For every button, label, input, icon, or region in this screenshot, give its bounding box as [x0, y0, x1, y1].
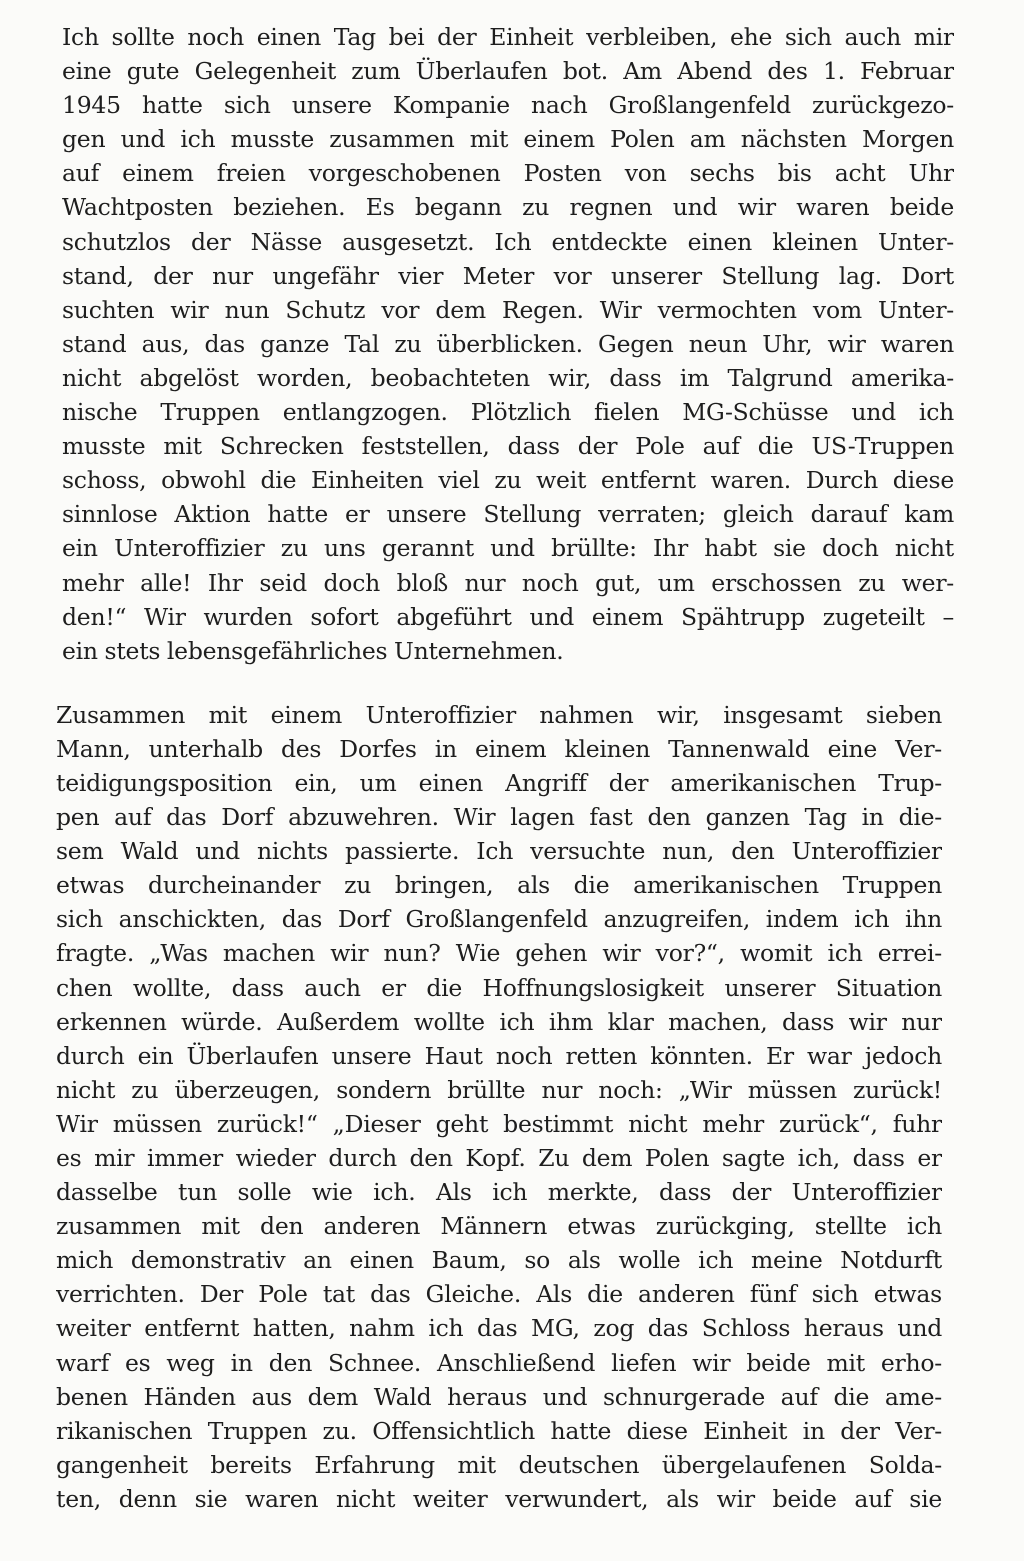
text-line: Wir müssen zurück!“ „Dieser geht bestimmt nicht mehr zurück“, fuhr [56, 1109, 942, 1138]
text-line: sich anschickten, das Dorf Großlangenfeld anzugreifen, indem ich ihn [56, 905, 942, 934]
text-line: mich demonstrativ an einen Baum, so als wolle ich meine Notdurft [56, 1246, 942, 1275]
text-line: weiter entfernt hatten, nahm ich das MG, zog das Schloss heraus und [56, 1314, 942, 1343]
text-line: rikanischen Truppen zu. Offensichtlich hatte diese Einheit in der Ver- [56, 1416, 942, 1445]
text-line: sem Wald und nichts passierte. Ich versuchte nun, den Unteroffizier [56, 837, 942, 866]
text-line: es mir immer wieder durch den Kopf. Zu dem Polen sagte ich, dass er [56, 1144, 942, 1172]
text-line: ein stets lebensgefährliches Unternehmen. [62, 636, 564, 665]
text-line: auf einem freien vorgeschobenen Posten von sechs bis acht Uhr [62, 159, 954, 188]
text-line: stand, der nur ungefähr vier Meter vor unserer Stellung lag. Dort [62, 261, 954, 290]
text-line: schoss, obwohl die Einheiten viel zu weit entfernt waren. Durch diese [62, 466, 954, 495]
text-line: stand aus, das ganze Tal zu überblicken. Gegen neun Uhr, wir waren [62, 329, 954, 358]
text-line: Wachtposten beziehen. Es begann zu regnen und wir waren beide [62, 193, 954, 222]
text-line: chen wollte, dass auch er die Hoffnungslosigkeit unserer Situation [56, 973, 942, 1002]
text-line: musste mit Schrecken feststellen, dass der Pole auf die US-Truppen [62, 432, 954, 461]
text-line: durch ein Überlaufen unsere Haut noch retten könnten. Er war jedoch [56, 1041, 942, 1070]
text-line: mehr alle! Ihr seid doch bloß nur noch gut, um erschossen zu wer- [62, 568, 954, 597]
text-line: verrichten. Der Pole tat das Gleiche. Als die anderen fünf sich etwas [56, 1280, 942, 1309]
text-line: ein Unteroffizier zu uns gerannt und brüllte: Ihr habt sie doch nicht [62, 534, 954, 563]
text-line: Zusammen mit einem Unteroffizier nahmen wir, insgesamt sieben [56, 700, 942, 729]
text-line: warf es weg in den Schnee. Anschließend liefen wir beide mit erho- [56, 1348, 942, 1377]
text-line: nicht abgelöst worden, beobachteten wir, dass im Talgrund amerika- [62, 363, 954, 392]
text-line: suchten wir nun Schutz vor dem Regen. Wir vermochten vom Unter- [62, 295, 954, 324]
text-line: pen auf das Dorf abzuwehren. Wir lagen fast den ganzen Tag in die- [56, 803, 942, 832]
text-line: eine gute Gelegenheit zum Überlaufen bot. Am Abend des 1. Februar [62, 57, 954, 86]
text-line: fragte. „Was machen wir nun? Wie gehen wir vor?“, womit ich errei- [56, 939, 942, 968]
text-line: ten, denn sie waren nicht weiter verwundert, als wir beide auf sie [56, 1484, 942, 1513]
text-line: zusammen mit den anderen Männern etwas zurückging, stellte ich [56, 1212, 942, 1241]
text-line: gangenheit bereits Erfahrung mit deutschen übergelaufenen Solda- [56, 1450, 942, 1479]
text-line: Mann, unterhalb des Dorfes in einem kleinen Tannenwald eine Ver- [56, 734, 942, 763]
text-line: gen und ich musste zusammen mit einem Polen am nächsten Morgen [62, 125, 954, 154]
paragraph-2 [0, 698, 1024, 1516]
text-line: den!“ Wir wurden sofort abgeführt und einem Spähtrupp zugeteilt – [62, 602, 954, 631]
text-line: sinnlose Aktion hatte er unsere Stellung verraten; gleich darauf kam [62, 500, 954, 529]
text-line: nicht zu überzeugen, sondern brüllte nur noch: „Wir müssen zurück! [56, 1075, 942, 1104]
text-line: etwas durcheinander zu bringen, als die amerikanischen Truppen [56, 871, 942, 900]
text-line: teidigungsposition ein, um einen Angriff der amerikanischen Trup- [56, 768, 942, 797]
text-line: nische Truppen entlangzogen. Plötzlich fielen MG-Schüsse und ich [62, 398, 954, 427]
paragraph-1 [0, 20, 1024, 668]
text-line: erkennen würde. Außerdem wollte ich ihm klar machen, dass wir nur [56, 1007, 942, 1036]
text-line: benen Händen aus dem Wald heraus und schnurgerade auf die ame- [56, 1382, 942, 1411]
text-line: schutzlos der Nässe ausgesetzt. Ich entdeckte einen kleinen Unter- [62, 227, 954, 256]
text-line: dasselbe tun solle wie ich. Als ich merkte, dass der Unteroffizier [56, 1178, 942, 1207]
text-line: Ich sollte noch einen Tag bei der Einheit verbleiben, ehe sich auch mir [62, 23, 954, 51]
text-line: 1945 hatte sich unsere Kompanie nach Großlangenfeld zurückgezo- [62, 91, 954, 120]
